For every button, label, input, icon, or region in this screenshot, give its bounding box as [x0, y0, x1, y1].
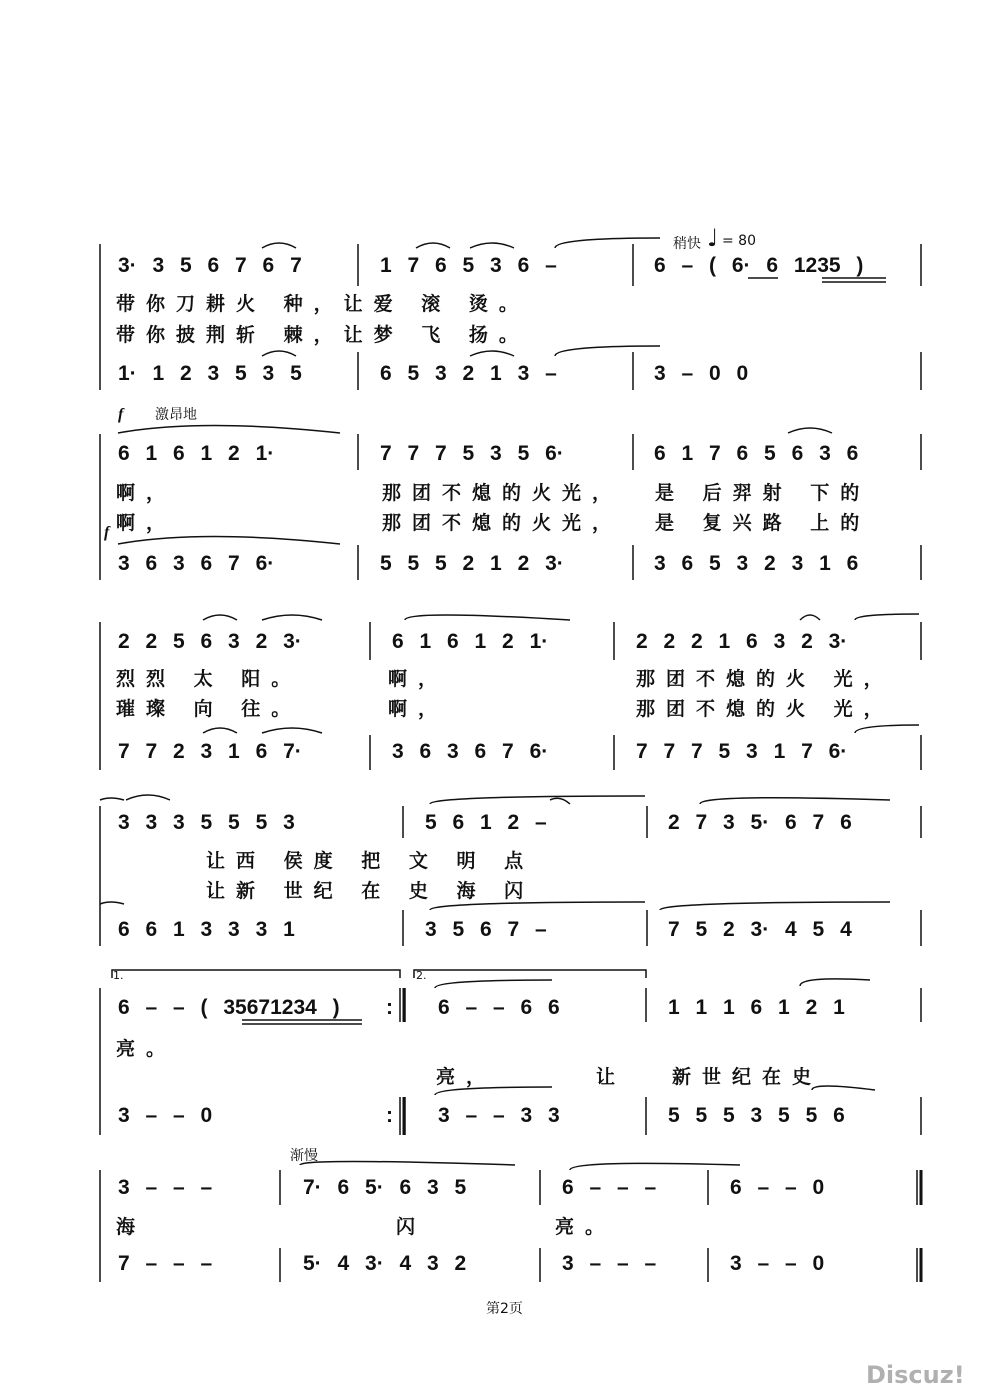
lyric-line: 是 复兴路 上的: [655, 512, 871, 534]
harmony-measure: 1· 1 2 3 5 3 5: [118, 362, 302, 385]
tie-line: [430, 902, 645, 910]
lyric-line: 那团不熄的火光，: [382, 482, 623, 504]
tempo-text: 稍快: [673, 236, 701, 252]
tie-line: [430, 796, 645, 804]
lyric-line: 那团不熄的火 光，: [636, 698, 894, 720]
harmony-measure: 3 6 3 6 7 6·: [392, 740, 549, 763]
melody-measure: 6 – – 0: [730, 1176, 825, 1199]
harmony-measure: 3 6 5 3 2 3 1 6: [654, 552, 859, 575]
melody-measure: 6 – – ( 35671234 ): [118, 996, 340, 1019]
lyric-line: 璀璨 向 往。: [116, 698, 302, 720]
melody-measure: 6 1 6 1 2 1·: [392, 630, 549, 653]
melody-measure: 1 7 6 5 3 6 –: [380, 254, 557, 277]
slur: [470, 351, 514, 356]
tie-line: [855, 614, 919, 620]
lyric-line: 是 后羿射 下的: [655, 482, 871, 504]
lyric-line: 烈烈 太 阳。: [116, 668, 302, 690]
slur: [416, 243, 450, 248]
lyric-line: 亮。: [555, 1216, 616, 1238]
harmony-measure: 3 – – –: [562, 1252, 657, 1275]
slur: [262, 351, 296, 356]
lyric-line: 闪: [396, 1216, 427, 1238]
melody-measure: 2 2 5 6 3 2 3·: [118, 630, 302, 653]
melody-measure: 6 1 6 1 2 1·: [118, 442, 275, 465]
watermark-logo: Discuz!: [866, 1361, 965, 1389]
slur: [550, 798, 570, 804]
lyric-line: 海: [116, 1216, 147, 1238]
lyric-line: 那团不熄的火光，: [382, 512, 623, 534]
tie-line: [100, 798, 124, 800]
tempo-marking-slow: 渐慢: [290, 1148, 318, 1164]
harmony-measure: 3 – – 0: [730, 1252, 825, 1275]
page-number: 第2页: [486, 1301, 523, 1317]
lyric-line: 新世纪在史: [672, 1066, 823, 1088]
slur: [700, 798, 890, 804]
melody-measure: 6 – – –: [562, 1176, 657, 1199]
slur: [570, 1163, 740, 1170]
lyric-line: 啊，: [116, 512, 177, 534]
harmony-measure: 3 6 3 6 7 6·: [118, 552, 275, 575]
melody-measure: 2 7 3 5· 6 7 6: [668, 811, 852, 834]
harmony-measure: 7 – – –: [118, 1252, 213, 1275]
harmony-measure: 3 – – 3 3: [438, 1104, 560, 1127]
harmony-measure: 3 5 6 7 –: [425, 918, 547, 941]
volta-bracket-2: [414, 970, 646, 978]
tie-line: [855, 725, 919, 733]
harmony-measure: 3 – 0 0: [654, 362, 749, 385]
slur: [262, 243, 296, 248]
harmony-measure: 3 – – 0: [118, 1104, 213, 1127]
volta-bracket-1: [112, 970, 400, 978]
slur: [800, 979, 870, 986]
dynamic-f: f: [118, 406, 124, 423]
slur: [126, 795, 170, 800]
lyric-line: 啊，: [116, 482, 177, 504]
repeat-dots: :: [386, 996, 393, 1019]
slur: [300, 1162, 515, 1166]
melody-measure: 6 1 7 6 5 6 3 6: [654, 442, 859, 465]
harmony-measure: 7 5 2 3· 4 5 4: [668, 918, 852, 941]
tempo-value: = 80: [722, 233, 756, 249]
harmony-measure: 6 6 1 3 3 3 1: [118, 918, 295, 941]
slur: [262, 728, 322, 733]
slur: [262, 615, 322, 620]
volta-2-label: 2.: [416, 969, 427, 982]
melody-measure: 3· 3 5 6 7 6 7: [118, 254, 302, 277]
tie-line: [555, 238, 660, 248]
melody-measure: 3 – – –: [118, 1176, 213, 1199]
melody-measure: 7 7 7 5 3 5 6·: [380, 442, 564, 465]
harmony-measure: 5 5 5 2 1 2 3·: [380, 552, 564, 575]
expression-marking: 激昂地: [155, 407, 197, 423]
slur: [660, 902, 890, 910]
lyric-line: 带你披荆斩 棘，让梦 飞 扬。: [116, 324, 529, 346]
dynamic-f: f: [104, 524, 110, 541]
quarter-note-icon: ♩: [707, 224, 719, 252]
tie-line: [100, 902, 124, 904]
volta-1-label: 1.: [113, 969, 124, 982]
slur: [470, 243, 514, 248]
slur: [118, 426, 340, 434]
slur: [800, 615, 820, 620]
melody-measure: 6 – – 6 6: [438, 996, 560, 1019]
melody-measure: 3 3 3 5 5 5 3: [118, 811, 295, 834]
harmony-measure: 5· 4 3· 4 3 2: [303, 1252, 467, 1275]
harmony-measure: 7 7 2 3 1 6 7·: [118, 740, 302, 763]
lyric-line: 那团不熄的火 光，: [636, 668, 894, 690]
harmony-measure: 7 7 7 5 3 1 7 6·: [636, 740, 848, 763]
lyric-line: 让西 侯度 把 文 明 点: [206, 850, 535, 872]
melody-measure: 1 1 1 6 1 2 1: [668, 996, 845, 1019]
lyric-line: 让新 世纪 在 史 海 闪: [206, 880, 535, 902]
melody-measure: 6 – ( 6· 6 1235 ): [654, 254, 864, 277]
lyric-line: 让: [596, 1066, 627, 1088]
melody-measure: 2 2 2 1 6 3 2 3·: [636, 630, 848, 653]
lyric-line: 亮，: [436, 1066, 497, 1088]
melody-measure: 7· 6 5· 6 3 5: [303, 1176, 467, 1199]
slur: [203, 728, 237, 733]
harmony-measure: 6 5 3 2 1 3 –: [380, 362, 557, 385]
lyric-line: 啊，: [388, 698, 449, 720]
harmony-measure: 5 5 5 3 5 5 6: [668, 1104, 845, 1127]
slur: [405, 615, 570, 620]
melody-measure: 5 6 1 2 –: [425, 811, 547, 834]
lyric-line: 啊，: [388, 668, 449, 690]
tie-line: [435, 980, 552, 988]
lyric-line: 带你刀耕火 种，让爱 滚 烫。: [116, 293, 529, 315]
slur: [555, 346, 660, 356]
slur: [118, 537, 340, 545]
repeat-dots: :: [386, 1104, 393, 1127]
slur: [788, 428, 832, 433]
lyric-line: 亮。: [116, 1038, 177, 1060]
slur: [203, 615, 237, 620]
